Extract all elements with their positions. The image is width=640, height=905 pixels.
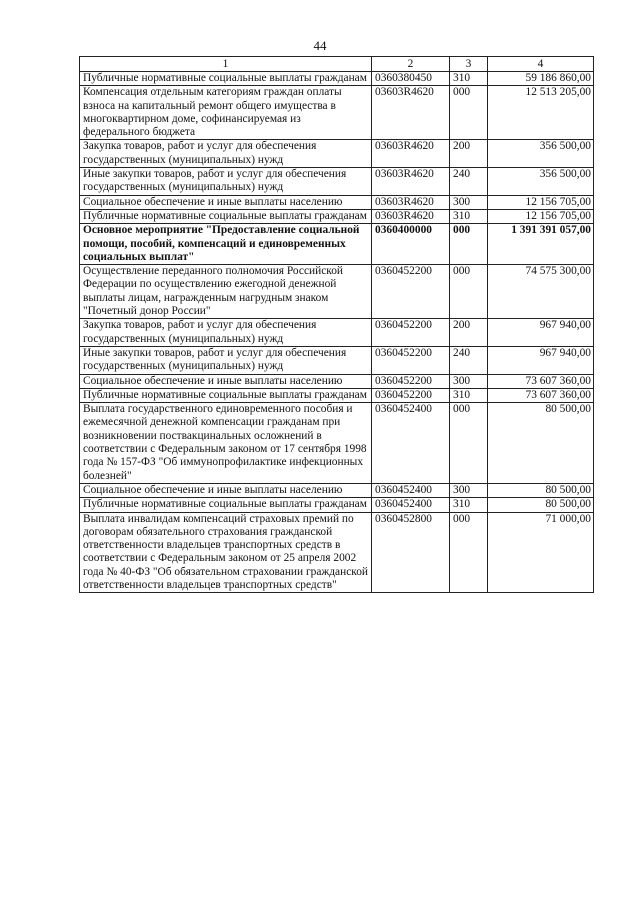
column-header: 4 <box>488 57 594 72</box>
row-name-cell: Публичные нормативные социальные выплаты гражданам <box>80 498 372 512</box>
row-sum-cell: 12 513 205,00 <box>488 86 594 140</box>
row-type-cell: 000 <box>450 224 488 265</box>
page-number: 44 <box>313 38 327 53</box>
row-code-cell: 0360452400 <box>372 483 450 497</box>
table-row <box>80 374 594 388</box>
row-code-cell: 0360452400 <box>372 498 450 512</box>
row-type-cell: 000 <box>450 265 488 319</box>
row-code-cell: 03603R4620 <box>372 209 450 223</box>
row-sum-cell: 80 500,00 <box>488 498 594 512</box>
row-code-cell: 0360452200 <box>372 346 450 374</box>
row-name-cell: Социальное обеспечение и иные выплаты населению <box>80 483 372 497</box>
table-row <box>80 86 594 140</box>
row-type-cell: 310 <box>450 72 488 86</box>
row-code-cell: 0360452200 <box>372 388 450 402</box>
row-type-cell: 300 <box>450 374 488 388</box>
row-type-cell: 240 <box>450 346 488 374</box>
row-code-cell: 03603R4620 <box>372 168 450 196</box>
row-name-cell: Закупка товаров, работ и услуг для обеспечения государственных (муниципальных) нужд <box>80 319 372 347</box>
row-type-cell: 310 <box>450 498 488 512</box>
row-sum-cell: 12 156 705,00 <box>488 195 594 209</box>
row-name-cell: Публичные нормативные социальные выплаты гражданам <box>80 209 372 223</box>
table-row <box>80 403 594 484</box>
column-header: 1 <box>80 57 372 72</box>
table-row <box>80 72 594 86</box>
table-body <box>80 72 594 593</box>
row-type-cell: 000 <box>450 512 488 593</box>
row-code-cell: 03603R4620 <box>372 86 450 140</box>
table-row <box>80 265 594 319</box>
row-sum-cell: 1 391 391 057,00 <box>488 224 594 265</box>
row-code-cell: 0360452800 <box>372 512 450 593</box>
row-code-cell: 0360380450 <box>372 72 450 86</box>
row-sum-cell: 12 156 705,00 <box>488 209 594 223</box>
row-name-cell: Иные закупки товаров, работ и услуг для обеспечения государственных (муниципальных) нужд <box>80 346 372 374</box>
row-type-cell: 200 <box>450 140 488 168</box>
row-type-cell: 300 <box>450 483 488 497</box>
row-code-cell: 03603R4620 <box>372 195 450 209</box>
row-sum-cell: 356 500,00 <box>488 140 594 168</box>
row-name-cell: Публичные нормативные социальные выплаты гражданам <box>80 72 372 86</box>
row-sum-cell: 356 500,00 <box>488 168 594 196</box>
row-sum-cell: 967 940,00 <box>488 346 594 374</box>
row-name-cell: Выплата государственного единовременного пособия и ежемесячной денежной компенсации гражданам при возникновении поствакцинальных осложнений в соответствии с Федеральным законом от 17 сентября 1998 года № 157-ФЗ "Об иммунопрофилактике инфекционных болезней" <box>80 403 372 484</box>
row-name-cell: Выплата инвалидам компенсаций страховых премий по договорам обязательного страхования гражданской ответственности владельцев транспортных средств в соответствии с Федеральным законом от 25 апреля 2002 года № 40-ФЗ "Об обязательном страховании гражданской ответственности владельцев транспортных средств" <box>80 512 372 593</box>
row-type-cell: 310 <box>450 209 488 223</box>
table-row <box>80 195 594 209</box>
row-type-cell: 000 <box>450 86 488 140</box>
row-name-cell: Публичные нормативные социальные выплаты гражданам <box>80 388 372 402</box>
row-sum-cell: 59 186 860,00 <box>488 72 594 86</box>
row-code-cell: 0360452200 <box>372 319 450 347</box>
row-name-cell: Компенсация отдельным категориям граждан оплаты взноса на капитальный ремонт общего имущества в многоквартирном доме, софинансируемая из федерального бюджета <box>80 86 372 140</box>
table-row <box>80 319 594 347</box>
row-sum-cell: 73 607 360,00 <box>488 388 594 402</box>
table-row <box>80 498 594 512</box>
row-sum-cell: 80 500,00 <box>488 483 594 497</box>
row-sum-cell: 74 575 300,00 <box>488 265 594 319</box>
column-header: 3 <box>450 57 488 72</box>
row-name-cell: Социальное обеспечение и иные выплаты населению <box>80 374 372 388</box>
row-code-cell: 0360452400 <box>372 403 450 484</box>
row-sum-cell: 71 000,00 <box>488 512 594 593</box>
table-row <box>80 224 594 265</box>
row-type-cell: 000 <box>450 403 488 484</box>
row-name-cell: Осуществление переданного полномочия Российской Федерации по осуществлению ежегодной денежной выплаты лицам, награжденным нагрудным знаком "Почетный донор России" <box>80 265 372 319</box>
row-code-cell: 0360452200 <box>372 374 450 388</box>
table-row <box>80 483 594 497</box>
row-code-cell: 0360400000 <box>372 224 450 265</box>
table-row <box>80 209 594 223</box>
row-type-cell: 200 <box>450 319 488 347</box>
row-name-cell: Закупка товаров, работ и услуг для обеспечения государственных (муниципальных) нужд <box>80 140 372 168</box>
row-type-cell: 310 <box>450 388 488 402</box>
row-sum-cell: 967 940,00 <box>488 319 594 347</box>
row-name-cell: Основное мероприятие "Предоставление социальной помощи, пособий, компенсаций и единовременных социальных выплат" <box>80 224 372 265</box>
table-row <box>80 346 594 374</box>
row-name-cell: Иные закупки товаров, работ и услуг для обеспечения государственных (муниципальных) нужд <box>80 168 372 196</box>
table-row <box>80 168 594 196</box>
table-row <box>80 140 594 168</box>
row-sum-cell: 73 607 360,00 <box>488 374 594 388</box>
row-sum-cell: 80 500,00 <box>488 403 594 484</box>
table-header-row <box>80 57 594 72</box>
table-row <box>80 388 594 402</box>
row-code-cell: 03603R4620 <box>372 140 450 168</box>
row-code-cell: 0360452200 <box>372 265 450 319</box>
table-row <box>80 512 594 593</box>
budget-table <box>79 56 594 593</box>
column-header: 2 <box>372 57 450 72</box>
row-name-cell: Социальное обеспечение и иные выплаты населению <box>80 195 372 209</box>
row-type-cell: 240 <box>450 168 488 196</box>
row-type-cell: 300 <box>450 195 488 209</box>
